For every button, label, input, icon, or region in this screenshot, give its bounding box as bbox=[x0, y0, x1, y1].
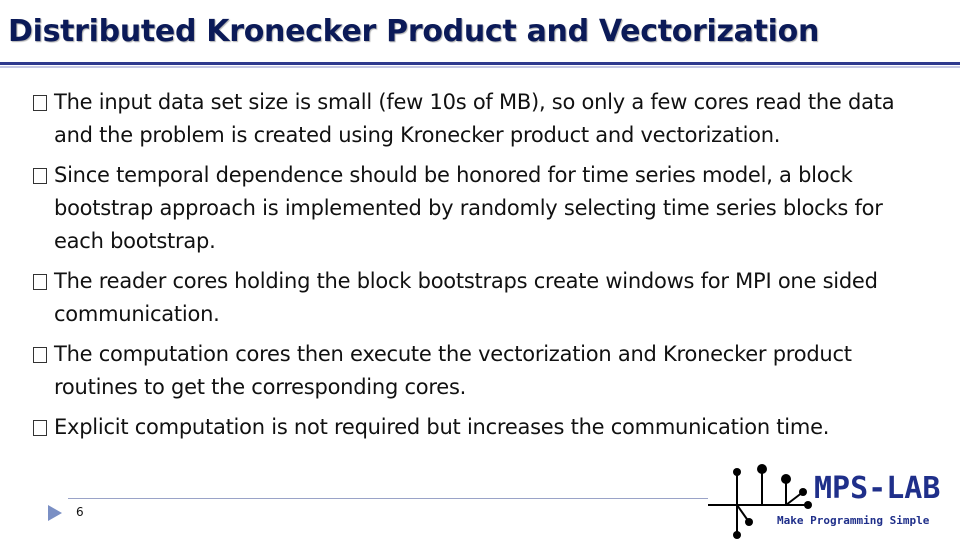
footer-triangle-icon bbox=[48, 505, 62, 521]
bullet-item bbox=[32, 265, 937, 331]
checkbox-bullet-icon bbox=[33, 420, 47, 436]
logo-tagline: Make Programming Simple bbox=[777, 514, 930, 527]
bullet-text: The computation cores then execute the vectorization and Kronecker product routines to get the corresponding cores. bbox=[54, 342, 852, 399]
title-underline bbox=[0, 62, 960, 65]
mps-lab-logo bbox=[704, 463, 954, 540]
bullet-text: The input data set size is small (few 10s of MB), so only a few cores read the data and the problem is created using Kronecker product and vectorization. bbox=[54, 90, 895, 147]
bullet-text: Since temporal dependence should be honored for time series model, a block bootstrap approach is implemented by randomly selecting time series blocks for each bootstrap. bbox=[54, 163, 883, 253]
checkbox-bullet-icon bbox=[33, 274, 47, 290]
bullet-item bbox=[32, 338, 937, 404]
logo-circuit-icon bbox=[704, 463, 814, 540]
bullet-item bbox=[32, 86, 937, 152]
title-underline-shadow bbox=[0, 66, 960, 68]
slide-title: Distributed Kronecker Product and Vectorization bbox=[8, 14, 820, 49]
bullet-text: The reader cores holding the block bootstraps create windows for MPI one sided communication. bbox=[54, 269, 878, 326]
checkbox-bullet-icon bbox=[33, 95, 47, 111]
checkbox-bullet-icon bbox=[33, 168, 47, 184]
bullet-item bbox=[32, 159, 937, 258]
footer-divider bbox=[68, 498, 708, 499]
checkbox-bullet-icon bbox=[33, 347, 47, 363]
logo-name: MPS-LAB bbox=[814, 471, 941, 506]
bullet-text: Explicit computation is not required but increases the communication time. bbox=[54, 415, 830, 439]
bullet-list bbox=[32, 86, 937, 444]
bullet-item bbox=[32, 411, 937, 444]
page-number: 6 bbox=[76, 505, 84, 519]
